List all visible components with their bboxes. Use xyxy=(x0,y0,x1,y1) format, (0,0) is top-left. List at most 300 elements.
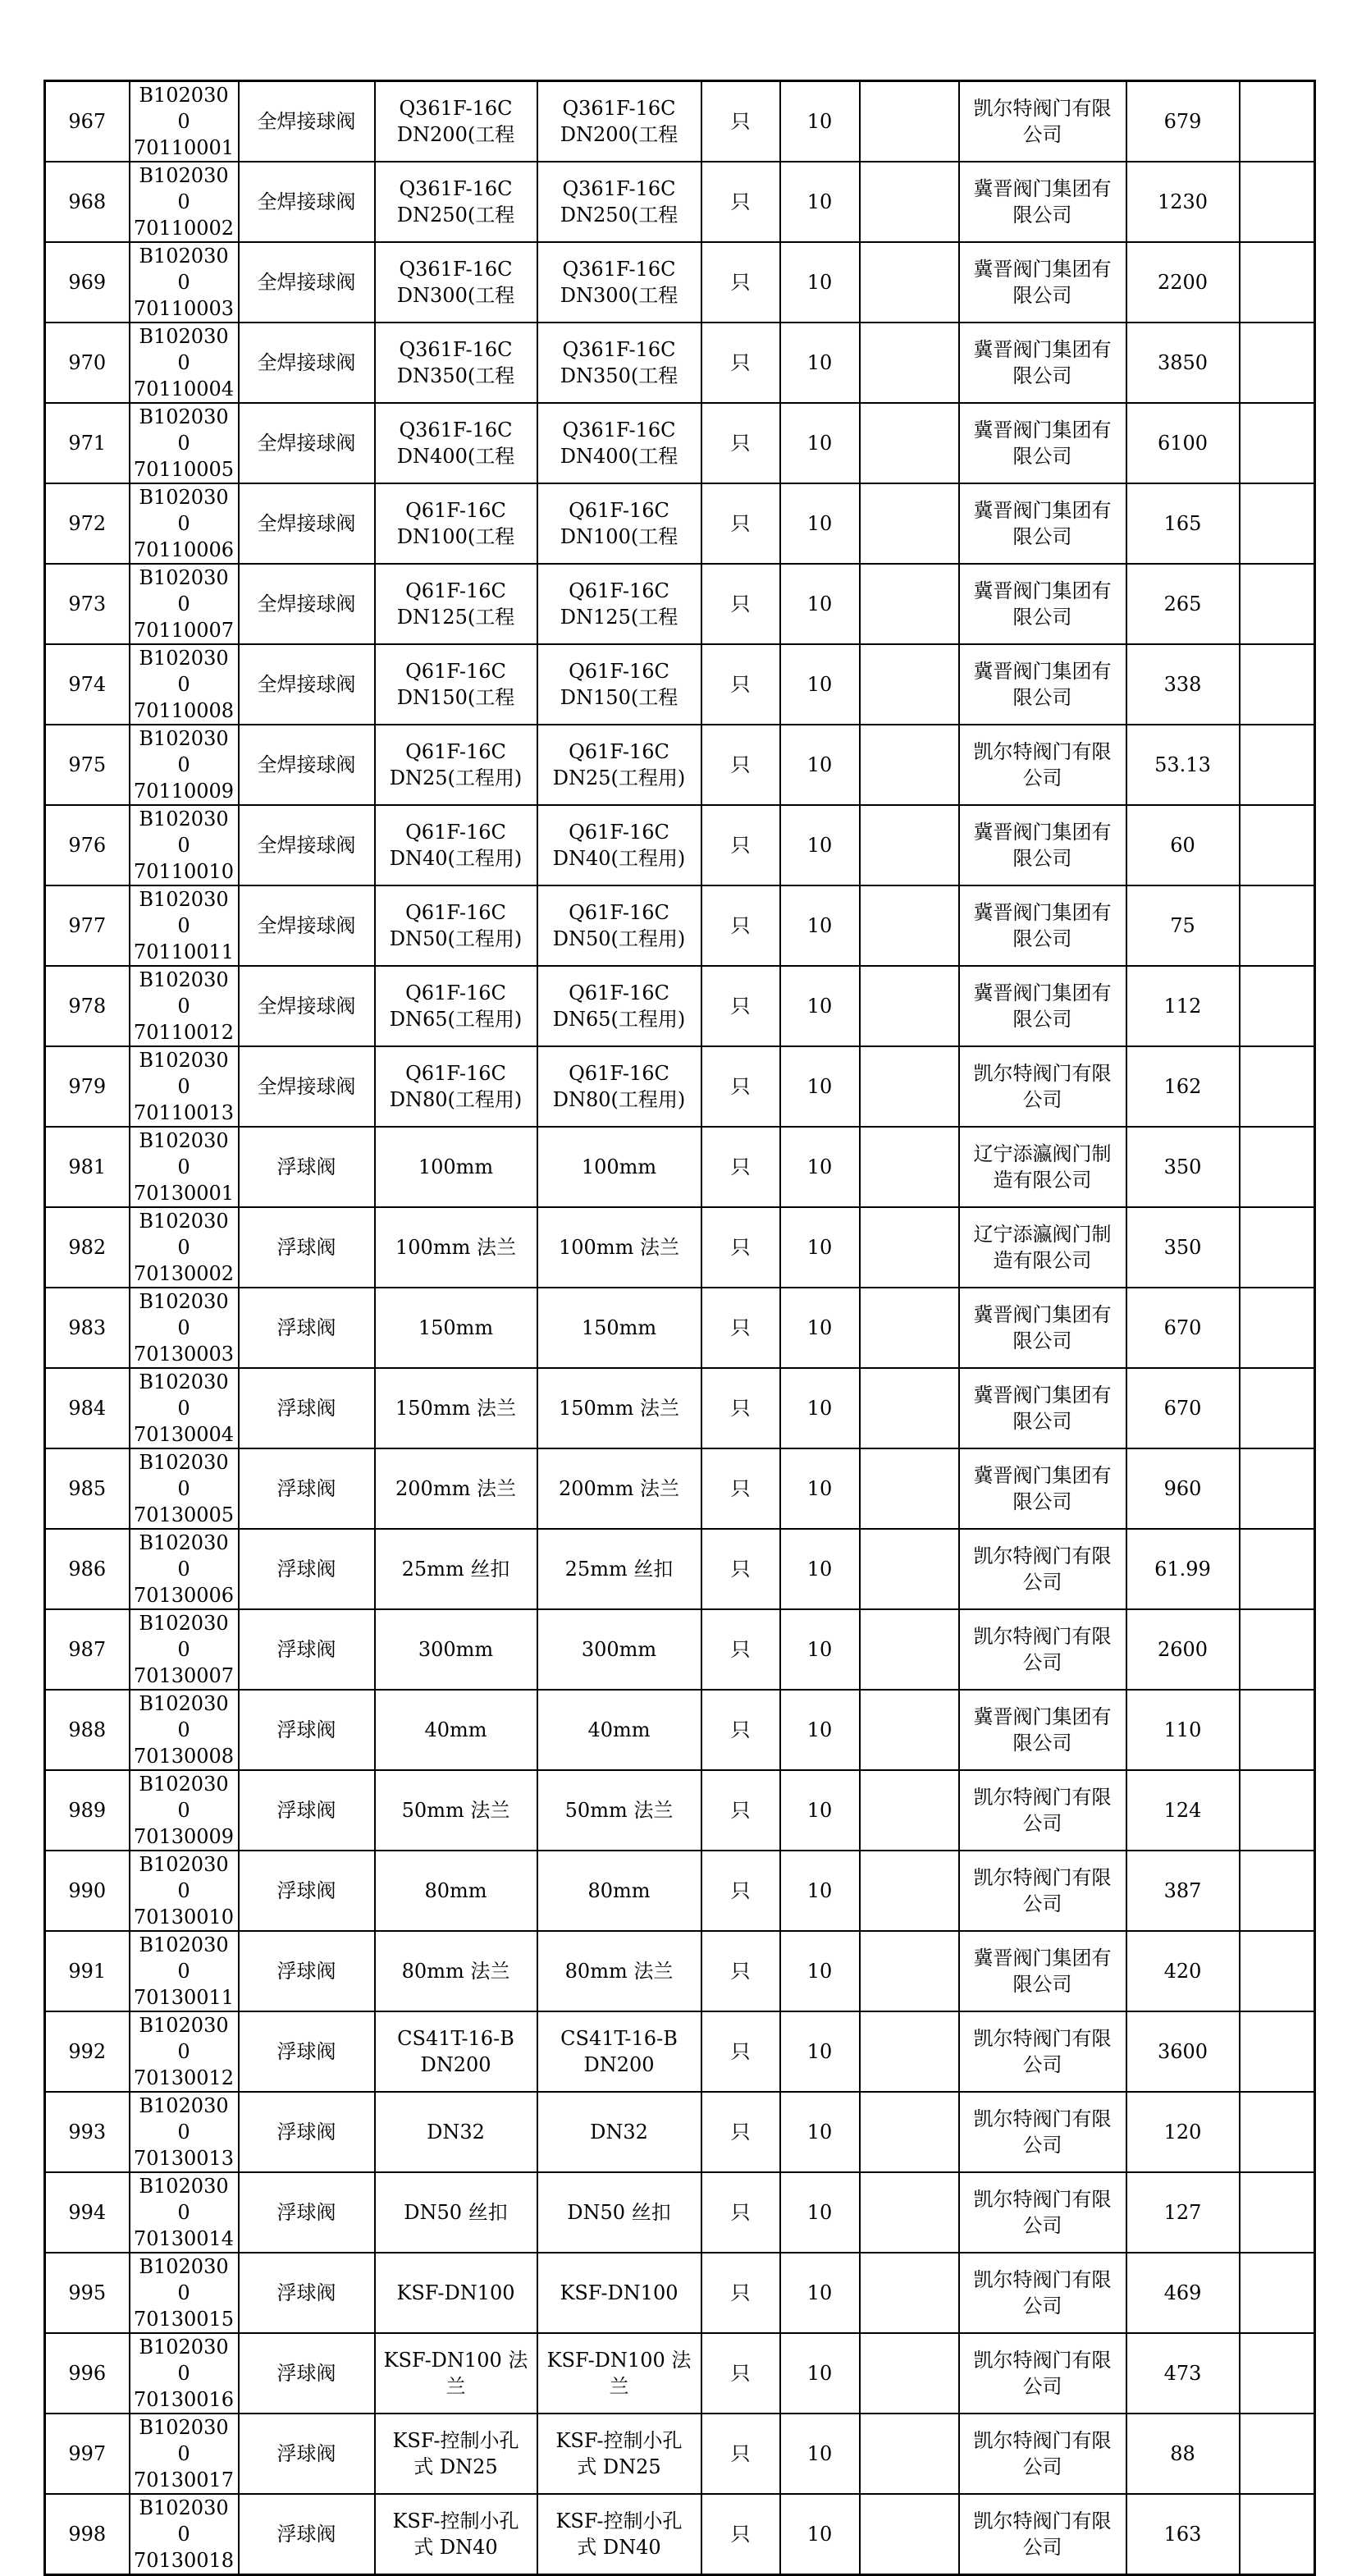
material-name-cell: 浮球阀 xyxy=(239,1851,375,1931)
material-code-cell xyxy=(130,81,239,162)
model-line: Q361F-16C xyxy=(562,177,676,200)
vendor-line: 限公司 xyxy=(1012,1732,1072,1755)
material-code-cell xyxy=(130,1931,239,2011)
model-cell xyxy=(537,2172,701,2253)
material-code-line: B1020300 xyxy=(139,1933,229,1983)
specification-line: Q361F-16C xyxy=(399,177,513,200)
model-cell xyxy=(537,725,701,805)
vendor-line: 冀晋阀门集团有 xyxy=(973,1303,1112,1326)
unit-cell: 只 xyxy=(701,1770,780,1851)
note-cell xyxy=(860,1448,959,1529)
model-line: Q61F-16C xyxy=(569,821,669,844)
row-number-cell: 990 xyxy=(45,1851,130,1931)
quantity-cell: 10 xyxy=(780,2253,860,2333)
row-number-cell: 998 xyxy=(45,2494,130,2575)
material-code-line: 70130018 xyxy=(133,2549,235,2572)
unit-cell: 只 xyxy=(701,323,780,403)
specification-cell xyxy=(375,885,537,966)
row-number-cell: 994 xyxy=(45,2172,130,2253)
vendor-line: 凯尔特阀门有限 xyxy=(973,1866,1112,1889)
price-table xyxy=(43,80,1316,2576)
vendor-cell xyxy=(959,564,1126,644)
vendor-line: 公司 xyxy=(1022,2134,1062,2157)
material-code-line: B1020300 xyxy=(139,2175,229,2224)
model-line: Q361F-16C xyxy=(562,419,676,442)
unit-cell: 只 xyxy=(701,725,780,805)
model-line: 80mm xyxy=(587,1879,651,1902)
model-line: Q61F-16C xyxy=(569,740,669,763)
unit-cell: 只 xyxy=(701,2414,780,2494)
row-number-cell: 984 xyxy=(45,1368,130,1448)
remark-cell xyxy=(1240,1288,1315,1368)
material-code-cell xyxy=(130,162,239,242)
model-cell xyxy=(537,162,701,242)
specification-line: CS41T-16-B xyxy=(397,2027,514,2050)
model-cell xyxy=(537,1690,701,1770)
unit-cell: 只 xyxy=(701,1851,780,1931)
material-code-line: B1020300 xyxy=(139,245,229,294)
material-name-cell: 浮球阀 xyxy=(239,1288,375,1368)
specification-line: DN200(工程 xyxy=(396,123,515,146)
quantity-cell: 10 xyxy=(780,2333,860,2414)
material-name-cell: 全焊接球阀 xyxy=(239,966,375,1046)
material-code-line: 70110008 xyxy=(133,699,235,722)
unit-cell: 只 xyxy=(701,1288,780,1368)
vendor-line: 公司 xyxy=(1022,2295,1062,2317)
material-code-line: 70110001 xyxy=(133,136,235,159)
material-name-cell: 浮球阀 xyxy=(239,2253,375,2333)
material-code-line: B1020300 xyxy=(139,1370,229,1420)
row-number-cell: 983 xyxy=(45,1288,130,1368)
specification-line: Q61F-16C xyxy=(405,821,506,844)
remark-cell xyxy=(1240,1046,1315,1127)
vendor-line: 凯尔特阀门有限 xyxy=(973,1625,1112,1648)
remark-cell xyxy=(1240,1368,1315,1448)
material-code-line: B1020300 xyxy=(139,727,229,776)
price-cell: 165 xyxy=(1126,483,1240,564)
row-number-cell: 979 xyxy=(45,1046,130,1127)
note-cell xyxy=(860,1851,959,1931)
vendor-line: 辽宁添瀛阀门制 xyxy=(973,1142,1112,1165)
specification-cell xyxy=(375,1609,537,1690)
material-code-line: 70130010 xyxy=(133,1906,235,1929)
model-cell xyxy=(537,1127,701,1207)
specification-line: 40mm xyxy=(424,1718,487,1741)
row-number-cell: 991 xyxy=(45,1931,130,2011)
table-row xyxy=(45,2333,1315,2414)
material-code-line: B1020300 xyxy=(139,1773,229,1822)
material-name-cell: 浮球阀 xyxy=(239,1770,375,1851)
row-number-cell: 976 xyxy=(45,805,130,885)
vendor-line: 冀晋阀门集团有 xyxy=(973,1947,1112,1970)
model-cell xyxy=(537,323,701,403)
material-name-cell: 全焊接球阀 xyxy=(239,564,375,644)
model-line: KSF-控制小孔 xyxy=(555,2510,683,2533)
price-cell: 387 xyxy=(1126,1851,1240,1931)
specification-cell xyxy=(375,2011,537,2092)
unit-cell: 只 xyxy=(701,1046,780,1127)
model-line: DN150(工程 xyxy=(560,686,678,709)
remark-cell xyxy=(1240,564,1315,644)
model-cell xyxy=(537,403,701,483)
vendor-line: 公司 xyxy=(1022,2214,1062,2237)
row-number-cell: 975 xyxy=(45,725,130,805)
quantity-cell: 10 xyxy=(780,2494,860,2575)
material-name-cell: 浮球阀 xyxy=(239,1207,375,1288)
unit-cell: 只 xyxy=(701,1368,780,1448)
table-row xyxy=(45,1529,1315,1609)
model-cell xyxy=(537,483,701,564)
material-name-cell: 全焊接球阀 xyxy=(239,644,375,725)
material-name-cell: 全焊接球阀 xyxy=(239,483,375,564)
specification-line: Q361F-16C xyxy=(399,419,513,442)
vendor-line: 冀晋阀门集团有 xyxy=(973,660,1112,683)
material-name-cell: 浮球阀 xyxy=(239,2011,375,2092)
remark-cell xyxy=(1240,1851,1315,1931)
material-name-cell: 全焊接球阀 xyxy=(239,725,375,805)
material-code-line: B1020300 xyxy=(139,1692,229,1741)
specification-cell xyxy=(375,2172,537,2253)
vendor-line: 凯尔特阀门有限 xyxy=(973,2429,1112,2452)
material-code-line: 70130011 xyxy=(133,1986,235,2009)
price-cell: 670 xyxy=(1126,1368,1240,1448)
vendor-line: 限公司 xyxy=(1012,445,1072,468)
specification-cell xyxy=(375,2092,537,2172)
remark-cell xyxy=(1240,805,1315,885)
model-line: 80mm 法兰 xyxy=(564,1960,674,1983)
vendor-line: 限公司 xyxy=(1012,284,1072,307)
vendor-cell xyxy=(959,1529,1126,1609)
unit-cell: 只 xyxy=(701,2494,780,2575)
row-number-cell: 993 xyxy=(45,2092,130,2172)
unit-cell: 只 xyxy=(701,403,780,483)
remark-cell xyxy=(1240,725,1315,805)
material-code-line: 70130014 xyxy=(133,2227,235,2250)
model-line: Q61F-16C xyxy=(569,1062,669,1085)
table-row xyxy=(45,323,1315,403)
model-line: 40mm xyxy=(587,1718,651,1741)
price-cell: 350 xyxy=(1126,1207,1240,1288)
vendor-cell xyxy=(959,2494,1126,2575)
model-line: 100mm xyxy=(581,1155,657,1178)
price-cell: 75 xyxy=(1126,885,1240,966)
material-code-cell xyxy=(130,2494,239,2575)
table-row xyxy=(45,966,1315,1046)
material-name-cell: 全焊接球阀 xyxy=(239,323,375,403)
specification-line: KSF-控制小孔 xyxy=(392,2429,519,2452)
table-row xyxy=(45,1770,1315,1851)
material-code-cell xyxy=(130,2092,239,2172)
note-cell xyxy=(860,1046,959,1127)
specification-cell xyxy=(375,403,537,483)
model-cell xyxy=(537,1529,701,1609)
table-row xyxy=(45,1609,1315,1690)
vendor-cell xyxy=(959,1690,1126,1770)
unit-cell: 只 xyxy=(701,1931,780,2011)
material-code-line: B1020300 xyxy=(139,1290,229,1339)
specification-line: DN32 xyxy=(427,2121,485,2144)
table-row xyxy=(45,1288,1315,1368)
row-number-cell: 995 xyxy=(45,2253,130,2333)
vendor-line: 冀晋阀门集团有 xyxy=(973,1384,1112,1407)
price-cell: 338 xyxy=(1126,644,1240,725)
material-code-line: B1020300 xyxy=(139,647,229,696)
quantity-cell: 10 xyxy=(780,1127,860,1207)
quantity-cell: 10 xyxy=(780,1690,860,1770)
remark-cell xyxy=(1240,644,1315,725)
material-name-cell: 浮球阀 xyxy=(239,1448,375,1529)
price-cell: 110 xyxy=(1126,1690,1240,1770)
remark-cell xyxy=(1240,242,1315,323)
row-number-cell: 971 xyxy=(45,403,130,483)
specification-cell xyxy=(375,966,537,1046)
vendor-line: 限公司 xyxy=(1012,1490,1072,1513)
material-code-line: B1020300 xyxy=(139,2416,229,2465)
specification-cell xyxy=(375,644,537,725)
remark-cell xyxy=(1240,2253,1315,2333)
remark-cell xyxy=(1240,1207,1315,1288)
table-row xyxy=(45,162,1315,242)
material-code-line: 70110003 xyxy=(133,297,235,320)
material-code-line: 70130001 xyxy=(133,1182,235,1205)
vendor-cell xyxy=(959,1368,1126,1448)
model-line: Q61F-16C xyxy=(569,579,669,602)
vendor-cell xyxy=(959,2253,1126,2333)
note-cell xyxy=(860,1207,959,1288)
note-cell xyxy=(860,1931,959,2011)
note-cell xyxy=(860,403,959,483)
row-number-cell: 969 xyxy=(45,242,130,323)
model-cell xyxy=(537,644,701,725)
note-cell xyxy=(860,725,959,805)
specification-line: Q61F-16C xyxy=(405,660,506,683)
row-number-cell: 968 xyxy=(45,162,130,242)
material-code-line: 70130002 xyxy=(133,1262,235,1285)
quantity-cell: 10 xyxy=(780,1931,860,2011)
specification-line: DN300(工程 xyxy=(396,284,515,307)
remark-cell xyxy=(1240,483,1315,564)
price-cell: 3600 xyxy=(1126,2011,1240,2092)
specification-cell xyxy=(375,1448,537,1529)
material-code-line: 70130008 xyxy=(133,1745,235,1768)
quantity-cell: 10 xyxy=(780,2172,860,2253)
specification-line: 150mm 法兰 xyxy=(395,1397,516,1420)
material-code-cell xyxy=(130,885,239,966)
material-code-cell xyxy=(130,1368,239,1448)
model-line: KSF-DN100 法 xyxy=(546,2349,692,2372)
vendor-cell xyxy=(959,323,1126,403)
quantity-cell: 10 xyxy=(780,2011,860,2092)
quantity-cell: 10 xyxy=(780,81,860,162)
vendor-line: 限公司 xyxy=(1012,686,1072,709)
specification-line: Q61F-16C xyxy=(405,740,506,763)
table-row xyxy=(45,403,1315,483)
vendor-line: 凯尔特阀门有限 xyxy=(973,1786,1112,1809)
remark-cell xyxy=(1240,323,1315,403)
note-cell xyxy=(860,885,959,966)
specification-line: 80mm 法兰 xyxy=(401,1960,510,1983)
model-line: 式 DN25 xyxy=(577,2455,661,2478)
specification-line: 150mm xyxy=(418,1316,494,1339)
specification-line: KSF-控制小孔 xyxy=(392,2510,519,2533)
price-cell: 1230 xyxy=(1126,162,1240,242)
table-row xyxy=(45,2011,1315,2092)
material-name-cell: 全焊接球阀 xyxy=(239,403,375,483)
specification-cell xyxy=(375,1851,537,1931)
vendor-cell xyxy=(959,2414,1126,2494)
model-line: DN400(工程 xyxy=(560,445,678,468)
material-code-cell xyxy=(130,725,239,805)
model-line: Q61F-16C xyxy=(569,660,669,683)
model-cell xyxy=(537,1207,701,1288)
remark-cell xyxy=(1240,1448,1315,1529)
row-number-cell: 972 xyxy=(45,483,130,564)
model-line: KSF-控制小孔 xyxy=(555,2429,683,2452)
vendor-line: 公司 xyxy=(1022,2536,1062,2559)
note-cell xyxy=(860,1127,959,1207)
specification-cell xyxy=(375,2333,537,2414)
material-code-line: 70130003 xyxy=(133,1343,235,1366)
quantity-cell: 10 xyxy=(780,1851,860,1931)
material-name-cell: 全焊接球阀 xyxy=(239,1046,375,1127)
vendor-line: 冀晋阀门集团有 xyxy=(973,981,1112,1004)
vendor-line: 冀晋阀门集团有 xyxy=(973,901,1112,924)
note-cell xyxy=(860,966,959,1046)
specification-line: DN400(工程 xyxy=(396,445,515,468)
row-number-cell: 992 xyxy=(45,2011,130,2092)
material-code-line: 70110005 xyxy=(133,458,235,481)
model-line: Q61F-16C xyxy=(569,499,669,522)
material-code-cell xyxy=(130,805,239,885)
material-code-line: B1020300 xyxy=(139,2336,229,2385)
material-code-line: B1020300 xyxy=(139,566,229,615)
model-line: Q61F-16C xyxy=(569,981,669,1004)
specification-line: Q361F-16C xyxy=(399,97,513,120)
specification-line: DN125(工程 xyxy=(396,606,515,629)
row-number-cell: 997 xyxy=(45,2414,130,2494)
remark-cell xyxy=(1240,162,1315,242)
vendor-line: 公司 xyxy=(1022,766,1062,789)
model-line: DN200(工程 xyxy=(560,123,678,146)
row-number-cell: 989 xyxy=(45,1770,130,1851)
specification-line: DN50(工程用) xyxy=(389,927,523,950)
material-code-line: B1020300 xyxy=(139,164,229,213)
vendor-cell xyxy=(959,162,1126,242)
note-cell xyxy=(860,1368,959,1448)
material-code-cell xyxy=(130,1127,239,1207)
model-cell xyxy=(537,966,701,1046)
specification-line: 100mm 法兰 xyxy=(395,1236,516,1259)
material-code-line: 70110012 xyxy=(133,1021,235,1044)
table-row xyxy=(45,564,1315,644)
material-name-cell: 全焊接球阀 xyxy=(239,81,375,162)
price-cell: 127 xyxy=(1126,2172,1240,2253)
vendor-line: 冀晋阀门集团有 xyxy=(973,579,1112,602)
table-row xyxy=(45,2092,1315,2172)
note-cell xyxy=(860,242,959,323)
specification-line: DN250(工程 xyxy=(396,204,515,226)
note-cell xyxy=(860,162,959,242)
material-code-line: B1020300 xyxy=(139,405,229,455)
remark-cell xyxy=(1240,2494,1315,2575)
price-cell: 469 xyxy=(1126,2253,1240,2333)
model-line: DN300(工程 xyxy=(560,284,678,307)
note-cell xyxy=(860,2253,959,2333)
specification-line: 式 DN25 xyxy=(413,2455,498,2478)
model-line: 100mm 法兰 xyxy=(559,1236,679,1259)
unit-cell: 只 xyxy=(701,242,780,323)
material-code-cell xyxy=(130,242,239,323)
vendor-line: 限公司 xyxy=(1012,364,1072,387)
vendor-cell xyxy=(959,966,1126,1046)
quantity-cell: 10 xyxy=(780,162,860,242)
vendor-cell xyxy=(959,1851,1126,1931)
remark-cell xyxy=(1240,966,1315,1046)
row-number-cell: 970 xyxy=(45,323,130,403)
specification-line: Q61F-16C xyxy=(405,981,506,1004)
model-line: Q361F-16C xyxy=(562,338,676,361)
model-cell xyxy=(537,2333,701,2414)
vendor-line: 公司 xyxy=(1022,1651,1062,1674)
specification-line: 25mm 丝扣 xyxy=(401,1558,510,1581)
quantity-cell: 10 xyxy=(780,644,860,725)
vendor-cell xyxy=(959,805,1126,885)
specification-line: 200mm 法兰 xyxy=(395,1477,516,1500)
specification-cell xyxy=(375,162,537,242)
table-row xyxy=(45,81,1315,162)
table-row xyxy=(45,1127,1315,1207)
quantity-cell: 10 xyxy=(780,1368,860,1448)
table-row xyxy=(45,2172,1315,2253)
model-cell xyxy=(537,1609,701,1690)
material-code-cell xyxy=(130,564,239,644)
specification-line: Q61F-16C xyxy=(405,901,506,924)
vendor-cell xyxy=(959,725,1126,805)
table-body xyxy=(45,81,1315,2575)
vendor-line: 凯尔特阀门有限 xyxy=(973,97,1112,120)
material-code-line: B1020300 xyxy=(139,325,229,374)
specification-line: Q361F-16C xyxy=(399,338,513,361)
unit-cell: 只 xyxy=(701,483,780,564)
material-code-line: 70130005 xyxy=(133,1503,235,1526)
quantity-cell: 10 xyxy=(780,1770,860,1851)
material-code-cell xyxy=(130,1690,239,1770)
note-cell xyxy=(860,1288,959,1368)
specification-line: DN65(工程用) xyxy=(389,1008,523,1031)
price-cell: 120 xyxy=(1126,2092,1240,2172)
specification-cell xyxy=(375,81,537,162)
table-row xyxy=(45,1207,1315,1288)
quantity-cell: 10 xyxy=(780,1207,860,1288)
specification-line: KSF-DN100 xyxy=(396,2281,515,2304)
quantity-cell: 10 xyxy=(780,323,860,403)
quantity-cell: 10 xyxy=(780,1448,860,1529)
material-code-cell xyxy=(130,403,239,483)
row-number-cell: 977 xyxy=(45,885,130,966)
model-cell xyxy=(537,1851,701,1931)
unit-cell: 只 xyxy=(701,2333,780,2414)
material-code-cell xyxy=(130,2172,239,2253)
vendor-cell xyxy=(959,1288,1126,1368)
material-code-line: 70110006 xyxy=(133,538,235,561)
note-cell xyxy=(860,2172,959,2253)
quantity-cell: 10 xyxy=(780,805,860,885)
material-code-line: 70110009 xyxy=(133,780,235,803)
remark-cell xyxy=(1240,1609,1315,1690)
model-cell xyxy=(537,1368,701,1448)
remark-cell xyxy=(1240,2414,1315,2494)
material-code-line: 70110010 xyxy=(133,860,235,883)
